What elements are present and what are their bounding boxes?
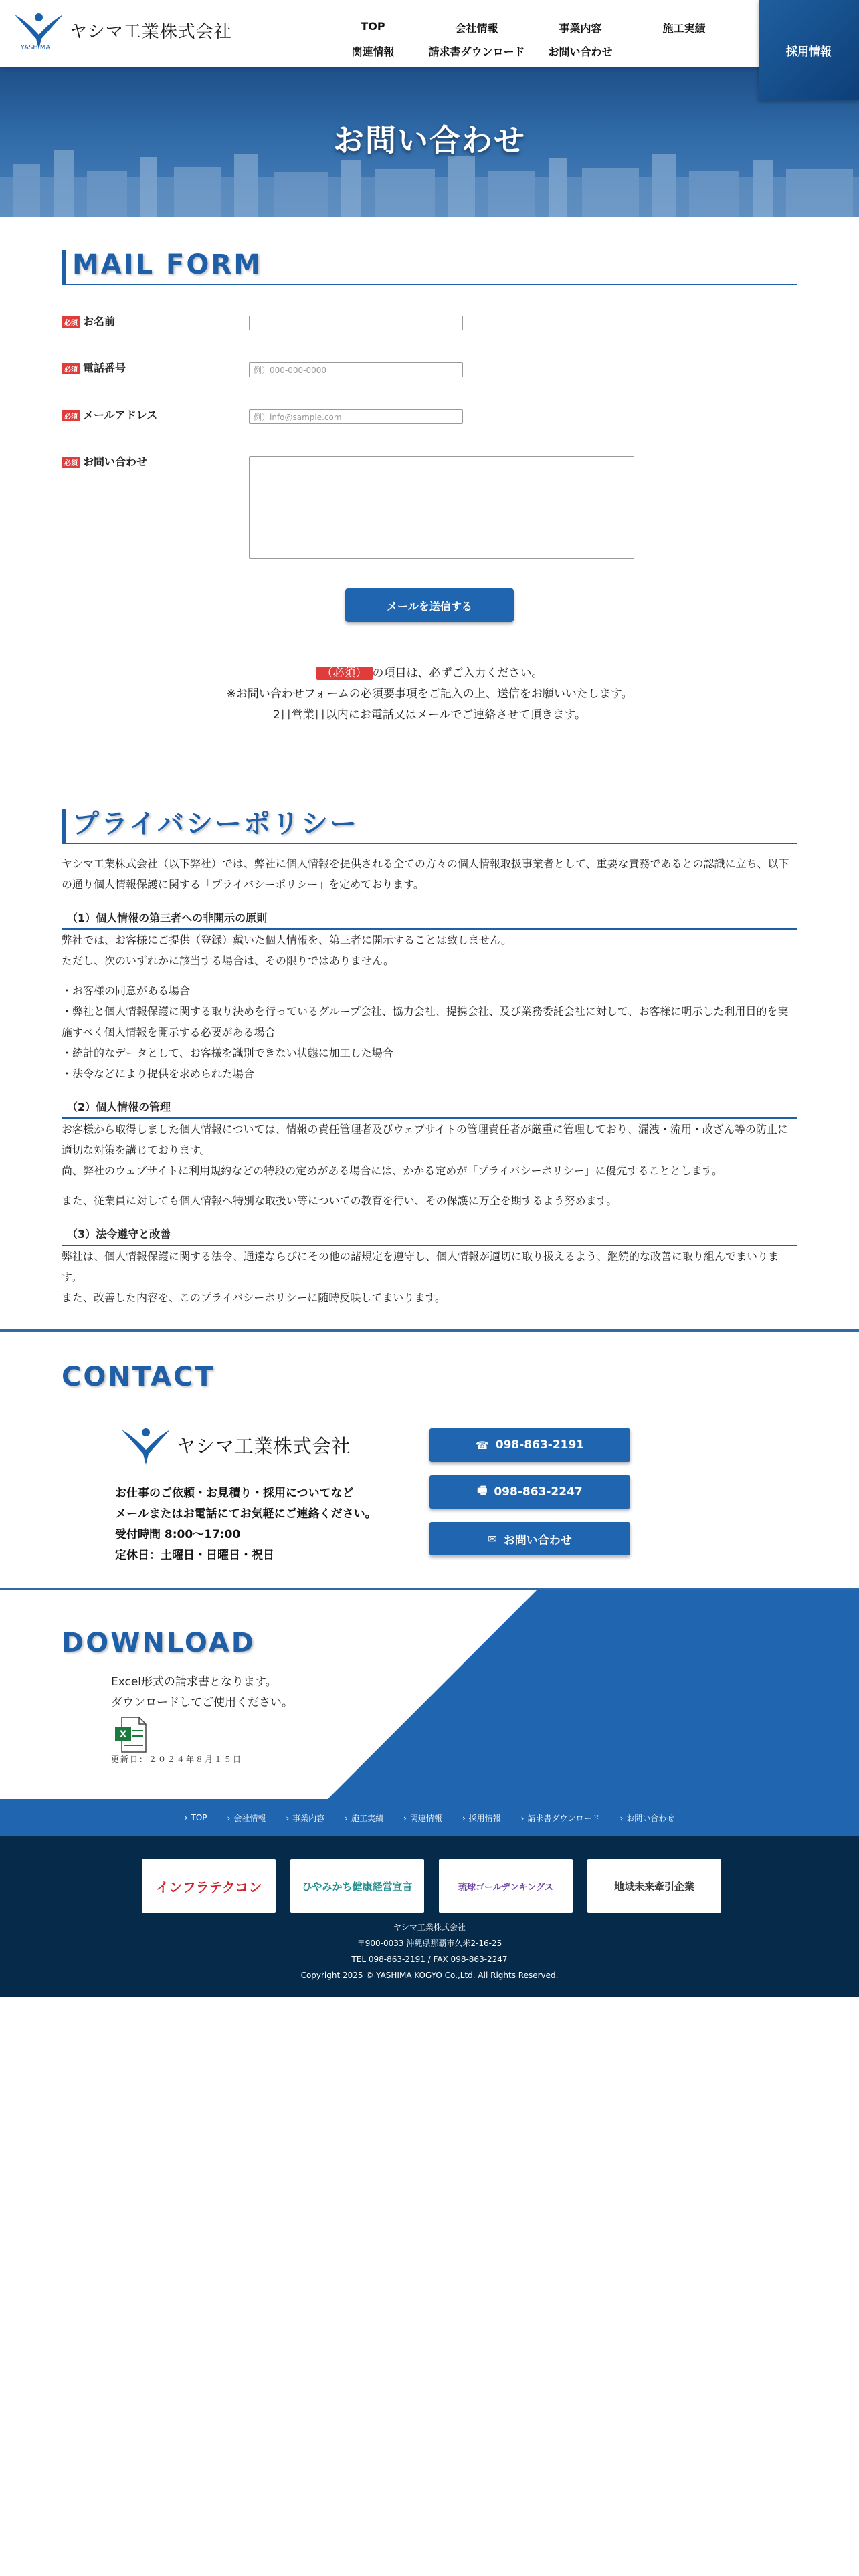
contact-logo — [119, 1424, 351, 1466]
main-nav — [321, 20, 736, 59]
contact-section — [0, 1329, 859, 1590]
inquiry-button[interactable]: ✉ お問い合わせ — [430, 1522, 630, 1555]
nav-invoice-download[interactable]: 請求書ダウンロード — [428, 45, 525, 58]
privacy-list-item: ・弊社と個人情報保護に関する取り決めを行っているグループ会社、協力会社、提携会社、及び業務委託会社に対して、お客様に明示した利用目的を実施すべく個人情報を開示する必要がある場合 — [62, 1005, 789, 1039]
tel-button[interactable]: ☎ 098-863-2191 — [430, 1428, 630, 1462]
nav-contact[interactable]: お問い合わせ — [548, 45, 613, 58]
note-line-2: ※お問い合わせフォームの必須要事項をご記入の上、送信をお願いいたします。 — [226, 687, 633, 701]
required-badge: 必須 — [62, 316, 80, 328]
privacy-list-item: ・お客様の同意がある場合 — [62, 984, 191, 997]
footer-nav-works[interactable]: › 施工実績 — [345, 1812, 383, 1824]
footer-nav-top[interactable]: › TOP — [185, 1813, 207, 1822]
site-header — [0, 0, 859, 67]
hero-banner — [0, 67, 859, 217]
footer-nav-company[interactable]: › 会社情報 — [227, 1812, 266, 1824]
contact-company-name: ヤシマ工業株式会社 — [177, 1435, 351, 1457]
required-badge: 必須 — [62, 410, 80, 421]
nav-company[interactable]: 会社情報 — [455, 22, 498, 35]
footer-nav-business[interactable]: › 事業内容 — [286, 1812, 324, 1824]
banner-hiyamikachi[interactable]: ひやみかち健康経営宣言 — [290, 1859, 424, 1913]
required-badge: 必須 — [62, 457, 80, 468]
required-badge: 必須 — [62, 363, 80, 374]
form-row-name — [62, 313, 797, 340]
form-notes: （必須） の項目は、必ずご入力ください。 ※お問い合わせフォームの必須要事項をご記入の上、送信をお願いいたします。 2日営業日以内にお電話又はメールでご連絡させて頂きます。 — [0, 663, 859, 726]
svg-text:X: X — [119, 1729, 127, 1740]
footer-nav-related[interactable]: › 関連情報 — [403, 1812, 442, 1824]
banner-infra-tekcon[interactable]: インフラテクコン — [142, 1859, 276, 1913]
mail-icon: ✉ — [488, 1532, 497, 1545]
logo-sub-text: YASHIMA — [20, 44, 51, 51]
download-description: Excel形式の請求書となります。 ダウンロードしてご使用ください。 — [111, 1675, 293, 1709]
form-row-message — [62, 453, 797, 567]
download-heading: DOWNLOAD — [62, 1628, 256, 1658]
message-label: 必須 お問い合わせ — [62, 453, 147, 469]
privacy-list-item: ・法令などにより提供を求められた場合 — [62, 1067, 255, 1080]
footer-nav-recruit[interactable]: › 採用情報 — [462, 1812, 501, 1824]
fax-button[interactable]: 🖷 098-863-2247 — [430, 1475, 630, 1509]
contact-info: お仕事のご依頼・お見積り・採用についてなど メールまたはお電話にてお気軽にご連絡ください。 受付時間 8:00〜17:00 定休日：土曜日・日曜日・祝日 — [115, 1487, 377, 1562]
contact-heading: CONTACT — [62, 1362, 215, 1392]
required-tag: （必須） — [316, 667, 373, 680]
privacy-list-item: ・統計的なデータとして、お客様を識別できない状態に加工した場合 — [62, 1047, 393, 1059]
yashima-logo-icon — [119, 1424, 173, 1466]
update-date: 更新日：２０２４年８月１５日 — [111, 1755, 243, 1764]
form-row-phone — [62, 360, 797, 387]
form-row-email — [62, 407, 797, 433]
recruit-button[interactable]: 採用情報 — [759, 0, 859, 100]
banner-golden-kings[interactable]: 琉球ゴールデンキングス — [439, 1859, 573, 1913]
submit-button[interactable]: メールを送信する — [345, 588, 514, 622]
phone-label: 必須 電話番号 — [62, 360, 126, 375]
email-input[interactable]: 例）info@sample.com — [249, 409, 463, 424]
nav-works[interactable]: 施工実績 — [662, 22, 706, 35]
privacy-section-3-title: （3）法令遵守と改善 — [62, 1224, 797, 1246]
nav-business[interactable]: 事業内容 — [559, 22, 602, 35]
mail-form-heading-text: MAIL FORM — [72, 249, 262, 280]
note-line-3: 2日営業日以内にお電話又はメールでご連絡させて頂きます。 — [272, 708, 587, 722]
banner-regional-future[interactable]: 地域未来牽引企業 — [587, 1859, 721, 1913]
email-label: 必須 メールアドレス — [62, 407, 157, 422]
privacy-body: ヤシマ工業株式会社（以下弊社）では、弊社に個人情報を提供される全ての方々の個人情報取扱事業者として、重要な責務であるとの認識に立ち、以下の通り個人情報保護に関する「プライバシーポリシー」を定めております。 （1）個人情報の第三者への非開示の原則 弊社では、お客様にご提供（登録）戴いた個人情報を、第三者に開示することは致しません。 ただし、次のいずれかに該当する場合は、その限りではありません。 ・お客様の同意がある場合 ・弊社と個人情報保護に関する取り決めを行っているグループ会社、協力会社、提携会社、及び業務委託会社に対して、お客様に明示した利用目的を実施すべく個人情報を開示する必要がある場合 ・統計的なデータとして、お客様を識別できない状態に加工した場合 ・法令などにより提供を求められた場合 （2）個人情報の管理 お客様から取得しました個人情報については、情報の責任管理者及びウェブサイトの管理責任者が厳重に管理しており、漏洩・流用・改ざん等の防止に適切な対策を講じております。 尚、弊社のウェブサイトに利用規約などの特段の定めがある場合には、かかる定めが「プライバシーポリシー」に優先することとします。 また、従業員に対しても個人情報へ特別な取扱い等についての教育を行い、その保護に万全を期するよう努めます。 （3）法令遵守と改善 弊社は、個人情報保護に関する法令、通達ならびにその他の諸規定を遵守し、個人情報が適切に取り扱えるよう、継続的な改善に取り組んでまいります。 また、改善した内容を、このプライバシーポリシーに随時反映してまいります。 — [62, 853, 797, 1308]
nav-related[interactable]: 関連情報 — [351, 45, 395, 58]
privacy-intro: ヤシマ工業株式会社（以下弊社）では、弊社に個人情報を提供される全ての方々の個人情報取扱事業者として、重要な責務であるとの認識に立ち、以下の通り個人情報保護に関する「プライバシーポリシー」を定めております。 — [62, 857, 789, 891]
partner-banners — [142, 1859, 721, 1913]
mail-form-heading — [62, 250, 797, 285]
page-title: お問い合わせ — [333, 122, 526, 158]
footer-nav-invoice[interactable]: › 請求書ダウンロード — [521, 1812, 600, 1824]
excel-file-icon[interactable] — [114, 1716, 147, 1753]
phone-icon: ☎ — [475, 1438, 489, 1452]
company-name: ヤシマ工業株式会社 — [70, 21, 232, 42]
download-section — [0, 1590, 859, 1799]
name-label: 必須 お名前 — [62, 313, 115, 328]
privacy-heading — [62, 809, 797, 844]
copyright: Copyright 2025 © YASHIMA KOGYO Co.,Ltd. All Rights Reserved. — [300, 1971, 559, 1980]
phone-input[interactable]: 例）000-000-0000 — [249, 362, 463, 377]
site-footer — [0, 1836, 859, 1997]
fax-icon: 🖷 — [477, 1483, 488, 1497]
privacy-section-2-title: （2）個人情報の管理 — [62, 1097, 797, 1119]
name-input[interactable] — [249, 316, 463, 330]
footer-nav-contact[interactable]: › お問い合わせ — [619, 1812, 674, 1824]
footer-nav — [0, 1799, 859, 1836]
nav-top[interactable]: TOP — [361, 20, 385, 33]
message-textarea[interactable] — [249, 456, 634, 559]
privacy-section-1-title: （1）個人情報の第三者への非開示の原則 — [62, 908, 797, 930]
footer-info: ヤシマ工業株式会社 〒900-0033 沖縄県那覇市久米2-16-25 TEL 098-863-2191 / FAX 098-863-2247 Copyright 2025 © YASHIMA KOGYO Co.,Ltd. All Rights Reserved. — [0, 1919, 859, 1983]
privacy-heading-text: プライバシーポリシー — [72, 809, 359, 839]
